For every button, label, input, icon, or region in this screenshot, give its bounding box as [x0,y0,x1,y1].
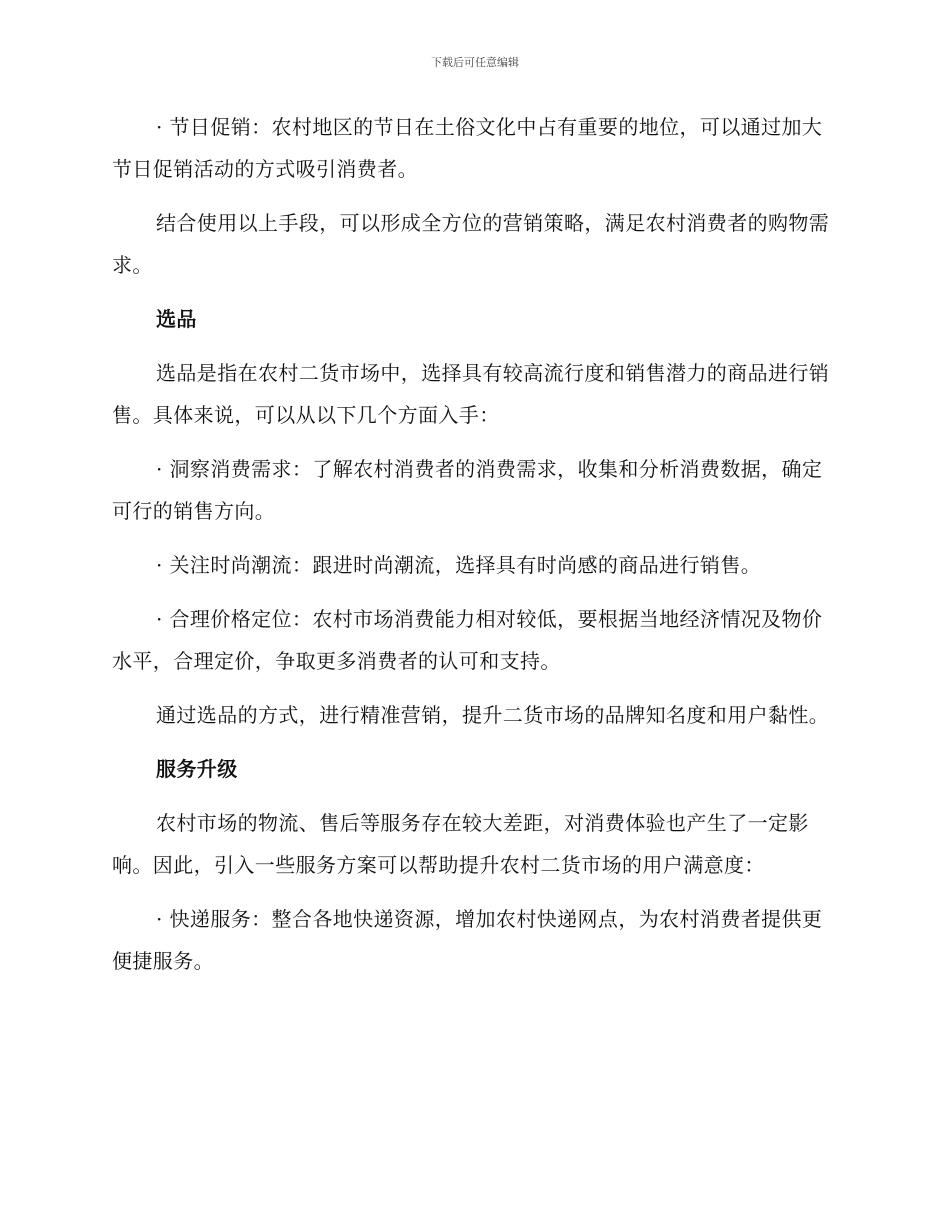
paragraph-selection-summary: 通过选品的方式，进行精准营销，提升二货市场的品牌知名度和用户黏性。 [156,703,830,727]
paragraph-marketing-summary: 结合使用以上手段，可以形成全方位的营销策略，满足农村消费者的购物需求。 [112,211,830,277]
paragraph-service-intro: 农村市场的物流、售后等服务存在较大差距，对消费体验也产生了一定影响。因此，引入一些服务方案可以帮助提升农村二货市场的用户满意度： [112,811,809,877]
paragraph-product-selection-intro: 选品是指在农村二货市场中，选择具有较高流行度和销售潜力的商品进行销售。具体来说，可以从以下几个方面入手： [112,361,830,427]
page-header: 下载后可任意编辑 [431,56,519,69]
paragraph-holiday-promotion: · 节日促销：农村地区的节日在土俗文化中占有重要的地位，可以通过加大节日促销活动的方式吸引消费者。 [112,115,823,181]
paragraph-consumer-demand: · 洞察消费需求：了解农村消费者的消费需求，收集和分析消费数据，确定可行的销售方向。 [112,457,823,523]
paragraph-pricing: · 合理价格定位：农村市场消费能力相对较低，要根据当地经济情况及物价水平，合理定价，争取更多消费者的认可和支持。 [112,607,823,673]
section-heading-product-selection: 选品 [156,307,197,331]
section-heading-service-upgrade: 服务升级 [156,757,238,781]
paragraph-fashion-trends: · 关注时尚潮流：跟进时尚潮流，选择具有时尚感的商品进行销售。 [156,553,762,577]
paragraph-express-service: · 快递服务：整合各地快递资源，增加农村快递网点，为农村消费者提供更便捷服务。 [112,907,823,973]
document-body [112,106,832,994]
